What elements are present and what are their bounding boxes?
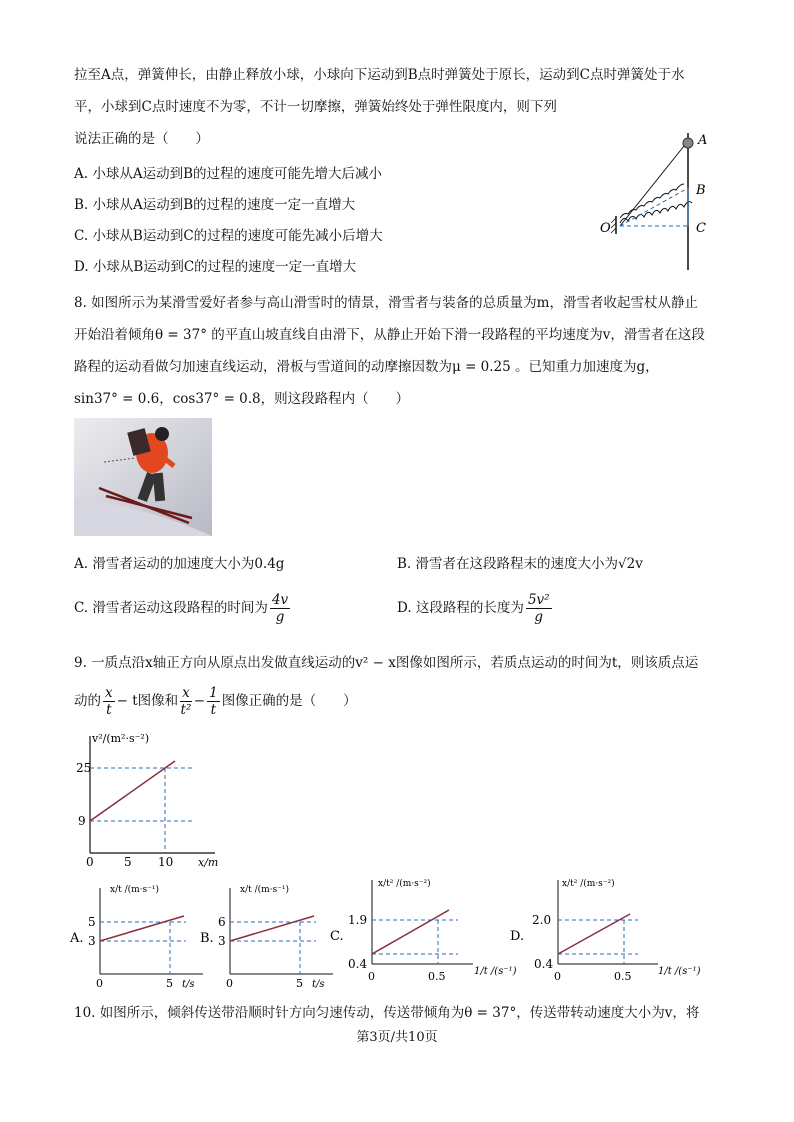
q9-line2-pre: 动的 [74,693,101,709]
option-b-xtick: 5 [296,977,303,990]
option-b-x0: 0 [226,977,233,990]
q8-option-c-fraction [270,592,290,625]
option-a-ylabel: x/t /(m·s⁻¹) [110,885,160,895]
q7-line1: 拉至A点，弹簧伸长，由静止释放小球，小球向下运动到B点时弹簧处于原长，运动到C点时弹簧处于水 [74,67,685,83]
page-footer: 第3页/共10页 [356,1030,438,1045]
option-d-ylo: 0.4 [534,957,554,971]
q9-line2-mid2: − [193,693,206,709]
q7-option-c: C. 小球从B运动到C的过程的速度可能先减小后增大 [74,228,383,244]
q8-line2: 开始沿着倾角θ = 37° 的平直山坡直线自由滑下，从静止开始下滑一段路程的平均速度为v，滑雪者在这段 [74,327,705,343]
q8-line3: 路程的运动看做匀加速直线运动，滑板与雪道间的动摩擦因数为μ = 0.25 。已知重力加速度为g， [74,359,659,375]
option-a-graph [68,878,208,990]
main-ylabel: v²/(m²·s⁻²) [92,732,150,745]
main-xtick-10: 10 [158,855,174,869]
frac-num: 1 [209,685,218,701]
q8-option-d-den: g [534,609,544,625]
label-a: A [698,133,708,148]
spring-ball-figure [590,128,730,273]
option-d-letter: D. [510,929,525,944]
q7-line2: 平，小球到C点时速度不为零，不计一切摩擦，弹簧始终处于弹性限度内，则下列 [74,99,557,115]
q8-option-b: B. 滑雪者在这段路程末的速度大小为√2v [397,556,643,572]
q9-line2-mid1: − t图像和 [116,693,179,709]
main-ytick-9: 9 [78,814,86,828]
q8-option-d-text: D. 这段路程的长度为 [397,600,524,616]
q9-line2 [74,685,357,718]
option-c-ylo: 0.4 [348,957,368,971]
option-a-letter: A. [70,931,84,946]
q7-option-d: D. 小球从B运动到C的过程的速度一定一直增大 [74,259,357,275]
q8-option-c-den: g [275,609,285,625]
option-d-ylabel: x/t² /(m·s⁻²) [562,879,615,889]
option-a-xtick: 5 [166,977,173,990]
skier-photo [74,418,212,536]
label-o: O [600,221,611,236]
option-d-xtick: 0.5 [614,970,632,983]
q8-line1: 8. 如图所示为某滑雪爱好者参与高山滑雪时的情景，滑雪者与装备的总质量为m，滑雪者收起雪杖从静止 [74,295,698,311]
option-c-yhi: 1.9 [348,913,368,927]
option-d-yhi: 2.0 [532,913,552,927]
q9-line1: 9. 一质点沿x轴正方向从原点出发做直线运动的v² − x图像如图所示，若质点运动的时间为t，则该质点运 [74,655,699,671]
frac-num: x [105,685,113,701]
option-a-ylo: 3 [88,934,96,948]
option-d-xlabel: 1/t /(s⁻¹) [658,966,701,977]
option-c-letter: C. [330,929,344,944]
option-b-letter: B. [200,931,214,946]
v2-x-graph [70,728,230,868]
option-d-x0: 0 [554,970,561,983]
main-ytick-25: 25 [76,761,92,775]
main-xtick-0: 0 [86,855,94,869]
main-xlabel: x/m [198,856,219,869]
option-a-yhi: 5 [88,915,96,929]
q8-option-a: A. 滑雪者运动的加速度大小为0.4g [74,556,285,572]
q8-line4: sin37° = 0.6，cos37° = 0.8，则这段路程内（ ） [74,391,410,407]
frac-den: t [210,702,217,718]
frac-x-over-t2 [180,685,192,718]
q8-option-c-text: C. 滑雪者运动这段路程的时间为 [74,600,268,616]
option-d-graph [508,870,701,990]
option-c-xlabel: 1/t /(s⁻¹) [474,966,517,977]
option-c-x0: 0 [368,970,375,983]
label-c: C [696,221,706,236]
q7-option-b: B. 小球从A运动到B的过程的速度一定一直增大 [74,197,356,213]
frac-x-over-t [103,685,115,718]
option-b-ylo: 3 [218,934,226,948]
q8-option-c [74,592,292,625]
frac-num: x [182,685,190,701]
option-b-yhi: 6 [218,915,226,929]
option-c-xtick: 0.5 [428,970,446,983]
option-b-xlabel: t/s [312,979,325,990]
frac-den: t² [180,702,192,718]
q9-line2-post: 图像正确的是（ ） [221,693,357,709]
q8-option-c-num: 4v [271,592,289,608]
option-c-graph [328,870,517,990]
q8-option-d-num: 5v² [527,592,550,608]
frac-den: t [106,702,112,718]
q7-line3: 说法正确的是（ ） [74,131,209,147]
q10-line1: 10. 如图所示，倾斜传送带沿顺时针方向匀速传动，传送带倾角为θ = 37°，传送带转动速度大小为v，将 [74,1005,700,1021]
option-c-ylabel: x/t² /(m·s⁻²) [378,879,431,889]
option-b-ylabel: x/t /(m·s⁻¹) [240,885,290,895]
q8-option-d-fraction [526,592,552,625]
option-a-xlabel: t/s [182,979,195,990]
frac-1-over-t [207,685,220,718]
main-xtick-5: 5 [124,855,132,869]
label-b: B [696,183,706,198]
option-b-graph [198,878,338,990]
option-a-x0: 0 [96,977,103,990]
q8-option-d [397,592,554,625]
q7-option-a: A. 小球从A运动到B的过程的速度可能先增大后减小 [74,166,383,182]
